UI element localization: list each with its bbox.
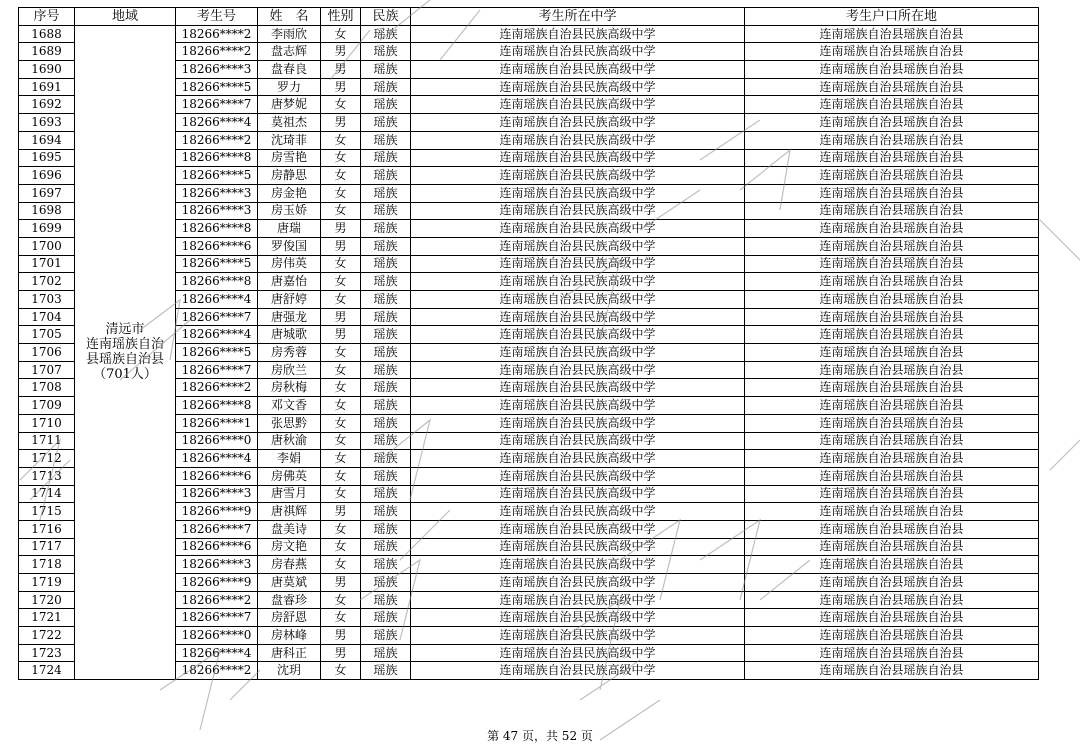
residence-cell: 连南瑶族自治县瑶族自治县 bbox=[745, 432, 1039, 450]
school-cell: 连南瑶族自治县民族高级中学 bbox=[411, 450, 745, 468]
gender-cell: 女 bbox=[321, 131, 361, 149]
exam-number-cell: 18266****4 bbox=[176, 114, 258, 132]
exam-number-cell: 18266****8 bbox=[176, 397, 258, 415]
exam-number-cell: 18266****3 bbox=[176, 556, 258, 574]
exam-number-cell: 18266****5 bbox=[176, 167, 258, 185]
school-cell: 连南瑶族自治县民族高级中学 bbox=[411, 149, 745, 167]
table-row bbox=[19, 25, 1039, 43]
school-cell: 连南瑶族自治县民族高级中学 bbox=[411, 220, 745, 238]
header-region: 地域 bbox=[75, 8, 176, 26]
name-cell: 唐秋渝 bbox=[258, 432, 321, 450]
name-cell: 李雨欣 bbox=[258, 25, 321, 43]
seq-cell: 1698 bbox=[19, 202, 75, 220]
gender-cell: 男 bbox=[321, 43, 361, 61]
exam-number-cell: 18266****2 bbox=[176, 43, 258, 61]
ethnicity-cell: 瑶族 bbox=[361, 361, 411, 379]
ethnicity-cell: 瑶族 bbox=[361, 273, 411, 291]
ethnicity-cell: 瑶族 bbox=[361, 379, 411, 397]
residence-cell: 连南瑶族自治县瑶族自治县 bbox=[745, 114, 1039, 132]
ethnicity-cell: 瑶族 bbox=[361, 609, 411, 627]
residence-cell: 连南瑶族自治县瑶族自治县 bbox=[745, 25, 1039, 43]
seq-cell: 1709 bbox=[19, 397, 75, 415]
exam-number-cell: 18266****7 bbox=[176, 96, 258, 114]
ethnicity-cell: 瑶族 bbox=[361, 202, 411, 220]
ethnicity-cell: 瑶族 bbox=[361, 627, 411, 645]
residence-cell: 连南瑶族自治县瑶族自治县 bbox=[745, 167, 1039, 185]
school-cell: 连南瑶族自治县民族高级中学 bbox=[411, 43, 745, 61]
residence-cell: 连南瑶族自治县瑶族自治县 bbox=[745, 574, 1039, 592]
residence-cell: 连南瑶族自治县瑶族自治县 bbox=[745, 308, 1039, 326]
seq-cell: 1696 bbox=[19, 167, 75, 185]
exam-number-cell: 18266****8 bbox=[176, 220, 258, 238]
exam-number-cell: 18266****9 bbox=[176, 574, 258, 592]
school-cell: 连南瑶族自治县民族高级中学 bbox=[411, 503, 745, 521]
name-cell: 房静思 bbox=[258, 167, 321, 185]
seq-cell: 1691 bbox=[19, 78, 75, 96]
school-cell: 连南瑶族自治县民族高级中学 bbox=[411, 662, 745, 680]
exam-number-cell: 18266****6 bbox=[176, 237, 258, 255]
gender-cell: 女 bbox=[321, 25, 361, 43]
seq-cell: 1692 bbox=[19, 96, 75, 114]
ethnicity-cell: 瑶族 bbox=[361, 78, 411, 96]
gender-cell: 女 bbox=[321, 149, 361, 167]
seq-cell: 1695 bbox=[19, 149, 75, 167]
ethnicity-cell: 瑶族 bbox=[361, 556, 411, 574]
seq-cell: 1699 bbox=[19, 220, 75, 238]
gender-cell: 女 bbox=[321, 556, 361, 574]
seq-cell: 1694 bbox=[19, 131, 75, 149]
name-cell: 唐舒婷 bbox=[258, 291, 321, 309]
name-cell: 盘美诗 bbox=[258, 520, 321, 538]
gender-cell: 男 bbox=[321, 78, 361, 96]
school-cell: 连南瑶族自治县民族高级中学 bbox=[411, 273, 745, 291]
residence-cell: 连南瑶族自治县瑶族自治县 bbox=[745, 326, 1039, 344]
school-cell: 连南瑶族自治县民族高级中学 bbox=[411, 467, 745, 485]
gender-cell: 女 bbox=[321, 662, 361, 680]
school-cell: 连南瑶族自治县民族高级中学 bbox=[411, 591, 745, 609]
residence-cell: 连南瑶族自治县瑶族自治县 bbox=[745, 467, 1039, 485]
seq-cell: 1715 bbox=[19, 503, 75, 521]
name-cell: 张思黔 bbox=[258, 414, 321, 432]
gender-cell: 男 bbox=[321, 503, 361, 521]
exam-number-cell: 18266****7 bbox=[176, 609, 258, 627]
gender-cell: 女 bbox=[321, 397, 361, 415]
name-cell: 盘睿珍 bbox=[258, 591, 321, 609]
exam-number-cell: 18266****4 bbox=[176, 291, 258, 309]
exam-number-cell: 18266****5 bbox=[176, 344, 258, 362]
school-cell: 连南瑶族自治县民族高级中学 bbox=[411, 291, 745, 309]
ethnicity-cell: 瑶族 bbox=[361, 591, 411, 609]
residence-cell: 连南瑶族自治县瑶族自治县 bbox=[745, 609, 1039, 627]
gender-cell: 女 bbox=[321, 273, 361, 291]
name-cell: 沈玥 bbox=[258, 662, 321, 680]
name-cell: 房春燕 bbox=[258, 556, 321, 574]
exam-number-cell: 18266****4 bbox=[176, 326, 258, 344]
ethnicity-cell: 瑶族 bbox=[361, 344, 411, 362]
table-body bbox=[19, 25, 1039, 679]
name-cell: 唐雪月 bbox=[258, 485, 321, 503]
exam-number-cell: 18266****7 bbox=[176, 520, 258, 538]
residence-cell: 连南瑶族自治县瑶族自治县 bbox=[745, 344, 1039, 362]
seq-cell: 1700 bbox=[19, 237, 75, 255]
name-cell: 盘春良 bbox=[258, 61, 321, 79]
ethnicity-cell: 瑶族 bbox=[361, 574, 411, 592]
name-cell: 房秀蓉 bbox=[258, 344, 321, 362]
name-cell: 唐祺辉 bbox=[258, 503, 321, 521]
ethnicity-cell: 瑶族 bbox=[361, 520, 411, 538]
exam-number-cell: 18266****4 bbox=[176, 450, 258, 468]
exam-number-cell: 18266****0 bbox=[176, 432, 258, 450]
residence-cell: 连南瑶族自治县瑶族自治县 bbox=[745, 414, 1039, 432]
seq-cell: 1702 bbox=[19, 273, 75, 291]
school-cell: 连南瑶族自治县民族高级中学 bbox=[411, 25, 745, 43]
seq-cell: 1724 bbox=[19, 662, 75, 680]
ethnicity-cell: 瑶族 bbox=[361, 61, 411, 79]
gender-cell: 男 bbox=[321, 308, 361, 326]
residence-cell: 连南瑶族自治县瑶族自治县 bbox=[745, 184, 1039, 202]
school-cell: 连南瑶族自治县民族高级中学 bbox=[411, 432, 745, 450]
seq-cell: 1717 bbox=[19, 538, 75, 556]
ethnicity-cell: 瑶族 bbox=[361, 167, 411, 185]
school-cell: 连南瑶族自治县民族高级中学 bbox=[411, 361, 745, 379]
school-cell: 连南瑶族自治县民族高级中学 bbox=[411, 485, 745, 503]
seq-cell: 1705 bbox=[19, 326, 75, 344]
header-seq: 序号 bbox=[19, 8, 75, 26]
residence-cell: 连南瑶族自治县瑶族自治县 bbox=[745, 61, 1039, 79]
gender-cell: 女 bbox=[321, 184, 361, 202]
exam-number-cell: 18266****5 bbox=[176, 255, 258, 273]
name-cell: 房伟英 bbox=[258, 255, 321, 273]
residence-cell: 连南瑶族自治县瑶族自治县 bbox=[745, 273, 1039, 291]
seq-cell: 1704 bbox=[19, 308, 75, 326]
seq-cell: 1701 bbox=[19, 255, 75, 273]
seq-cell: 1718 bbox=[19, 556, 75, 574]
gender-cell: 女 bbox=[321, 344, 361, 362]
residence-cell: 连南瑶族自治县瑶族自治县 bbox=[745, 538, 1039, 556]
ethnicity-cell: 瑶族 bbox=[361, 485, 411, 503]
name-cell: 房舒恩 bbox=[258, 609, 321, 627]
region-line: 清远市 bbox=[105, 322, 145, 338]
school-cell: 连南瑶族自治县民族高级中学 bbox=[411, 644, 745, 662]
school-cell: 连南瑶族自治县民族高级中学 bbox=[411, 114, 745, 132]
gender-cell: 男 bbox=[321, 627, 361, 645]
name-cell: 房文艳 bbox=[258, 538, 321, 556]
school-cell: 连南瑶族自治县民族高级中学 bbox=[411, 167, 745, 185]
gender-cell: 女 bbox=[321, 609, 361, 627]
gender-cell: 男 bbox=[321, 644, 361, 662]
residence-cell: 连南瑶族自治县瑶族自治县 bbox=[745, 220, 1039, 238]
school-cell: 连南瑶族自治县民族高级中学 bbox=[411, 96, 745, 114]
gender-cell: 女 bbox=[321, 379, 361, 397]
school-cell: 连南瑶族自治县民族高级中学 bbox=[411, 520, 745, 538]
name-cell: 唐城歌 bbox=[258, 326, 321, 344]
name-cell: 房欣兰 bbox=[258, 361, 321, 379]
name-cell: 沈琦菲 bbox=[258, 131, 321, 149]
gender-cell: 女 bbox=[321, 361, 361, 379]
residence-cell: 连南瑶族自治县瑶族自治县 bbox=[745, 627, 1039, 645]
seq-cell: 1688 bbox=[19, 25, 75, 43]
residence-cell: 连南瑶族自治县瑶族自治县 bbox=[745, 131, 1039, 149]
gender-cell: 男 bbox=[321, 574, 361, 592]
gender-cell: 女 bbox=[321, 202, 361, 220]
region-line: （701人） bbox=[93, 367, 157, 383]
ethnicity-cell: 瑶族 bbox=[361, 503, 411, 521]
exam-number-cell: 18266****5 bbox=[176, 78, 258, 96]
gender-cell: 女 bbox=[321, 255, 361, 273]
name-cell: 李娟 bbox=[258, 450, 321, 468]
name-cell: 唐强龙 bbox=[258, 308, 321, 326]
student-roster-table bbox=[18, 7, 1039, 680]
school-cell: 连南瑶族自治县民族高级中学 bbox=[411, 379, 745, 397]
name-cell: 唐梦妮 bbox=[258, 96, 321, 114]
residence-cell: 连南瑶族自治县瑶族自治县 bbox=[745, 520, 1039, 538]
region-line: 县瑶族自治县 bbox=[85, 352, 164, 368]
seq-cell: 1697 bbox=[19, 184, 75, 202]
school-cell: 连南瑶族自治县民族高级中学 bbox=[411, 131, 745, 149]
seq-cell: 1720 bbox=[19, 591, 75, 609]
ethnicity-cell: 瑶族 bbox=[361, 96, 411, 114]
seq-cell: 1689 bbox=[19, 43, 75, 61]
school-cell: 连南瑶族自治县民族高级中学 bbox=[411, 78, 745, 96]
name-cell: 房林峰 bbox=[258, 627, 321, 645]
name-cell: 唐嘉怡 bbox=[258, 273, 321, 291]
seq-cell: 1712 bbox=[19, 450, 75, 468]
seq-cell: 1719 bbox=[19, 574, 75, 592]
school-cell: 连南瑶族自治县民族高级中学 bbox=[411, 255, 745, 273]
gender-cell: 女 bbox=[321, 591, 361, 609]
seq-cell: 1707 bbox=[19, 361, 75, 379]
seq-cell: 1703 bbox=[19, 291, 75, 309]
seq-cell: 1690 bbox=[19, 61, 75, 79]
exam-number-cell: 18266****3 bbox=[176, 61, 258, 79]
ethnicity-cell: 瑶族 bbox=[361, 255, 411, 273]
gender-cell: 男 bbox=[321, 326, 361, 344]
ethnicity-cell: 瑶族 bbox=[361, 538, 411, 556]
seq-cell: 1721 bbox=[19, 609, 75, 627]
gender-cell: 女 bbox=[321, 520, 361, 538]
exam-number-cell: 18266****4 bbox=[176, 644, 258, 662]
header-gender: 性别 bbox=[321, 8, 361, 26]
seq-cell: 1710 bbox=[19, 414, 75, 432]
name-cell: 唐科正 bbox=[258, 644, 321, 662]
ethnicity-cell: 瑶族 bbox=[361, 43, 411, 61]
page-footer: 第 47 页，共 52 页 bbox=[487, 729, 593, 743]
school-cell: 连南瑶族自治县民族高级中学 bbox=[411, 202, 745, 220]
header-name: 姓 名 bbox=[258, 8, 321, 26]
exam-number-cell: 18266****7 bbox=[176, 308, 258, 326]
school-cell: 连南瑶族自治县民族高级中学 bbox=[411, 184, 745, 202]
ethnicity-cell: 瑶族 bbox=[361, 291, 411, 309]
exam-number-cell: 18266****6 bbox=[176, 538, 258, 556]
gender-cell: 女 bbox=[321, 432, 361, 450]
residence-cell: 连南瑶族自治县瑶族自治县 bbox=[745, 450, 1039, 468]
residence-cell: 连南瑶族自治县瑶族自治县 bbox=[745, 361, 1039, 379]
gender-cell: 女 bbox=[321, 414, 361, 432]
residence-cell: 连南瑶族自治县瑶族自治县 bbox=[745, 503, 1039, 521]
name-cell: 邓文香 bbox=[258, 397, 321, 415]
residence-cell: 连南瑶族自治县瑶族自治县 bbox=[745, 237, 1039, 255]
residence-cell: 连南瑶族自治县瑶族自治县 bbox=[745, 379, 1039, 397]
gender-cell: 女 bbox=[321, 485, 361, 503]
gender-cell: 女 bbox=[321, 167, 361, 185]
gender-cell: 男 bbox=[321, 220, 361, 238]
table-header-row bbox=[19, 8, 1039, 26]
exam-number-cell: 18266****7 bbox=[176, 361, 258, 379]
name-cell: 莫祖杰 bbox=[258, 114, 321, 132]
school-cell: 连南瑶族自治县民族高级中学 bbox=[411, 609, 745, 627]
header-ethnicity: 民族 bbox=[361, 8, 411, 26]
exam-number-cell: 18266****2 bbox=[176, 131, 258, 149]
seq-cell: 1714 bbox=[19, 485, 75, 503]
exam-number-cell: 18266****2 bbox=[176, 25, 258, 43]
name-cell: 房佛英 bbox=[258, 467, 321, 485]
school-cell: 连南瑶族自治县民族高级中学 bbox=[411, 627, 745, 645]
school-cell: 连南瑶族自治县民族高级中学 bbox=[411, 237, 745, 255]
residence-cell: 连南瑶族自治县瑶族自治县 bbox=[745, 255, 1039, 273]
school-cell: 连南瑶族自治县民族高级中学 bbox=[411, 538, 745, 556]
school-cell: 连南瑶族自治县民族高级中学 bbox=[411, 308, 745, 326]
residence-cell: 连南瑶族自治县瑶族自治县 bbox=[745, 78, 1039, 96]
ethnicity-cell: 瑶族 bbox=[361, 149, 411, 167]
ethnicity-cell: 瑶族 bbox=[361, 308, 411, 326]
gender-cell: 男 bbox=[321, 61, 361, 79]
residence-cell: 连南瑶族自治县瑶族自治县 bbox=[745, 43, 1039, 61]
residence-cell: 连南瑶族自治县瑶族自治县 bbox=[745, 96, 1039, 114]
gender-cell: 女 bbox=[321, 467, 361, 485]
exam-number-cell: 18266****2 bbox=[176, 662, 258, 680]
name-cell: 唐瑞 bbox=[258, 220, 321, 238]
gender-cell: 女 bbox=[321, 450, 361, 468]
region-cell bbox=[75, 25, 176, 679]
exam-number-cell: 18266****8 bbox=[176, 149, 258, 167]
exam-number-cell: 18266****3 bbox=[176, 485, 258, 503]
gender-cell: 女 bbox=[321, 291, 361, 309]
gender-cell: 女 bbox=[321, 96, 361, 114]
exam-number-cell: 18266****2 bbox=[176, 591, 258, 609]
seq-cell: 1711 bbox=[19, 432, 75, 450]
header-residence: 考生户口所在地 bbox=[745, 8, 1039, 26]
ethnicity-cell: 瑶族 bbox=[361, 114, 411, 132]
ethnicity-cell: 瑶族 bbox=[361, 237, 411, 255]
residence-cell: 连南瑶族自治县瑶族自治县 bbox=[745, 644, 1039, 662]
ethnicity-cell: 瑶族 bbox=[361, 414, 411, 432]
exam-number-cell: 18266****2 bbox=[176, 379, 258, 397]
name-cell: 唐莫斌 bbox=[258, 574, 321, 592]
ethnicity-cell: 瑶族 bbox=[361, 326, 411, 344]
seq-cell: 1716 bbox=[19, 520, 75, 538]
ethnicity-cell: 瑶族 bbox=[361, 131, 411, 149]
header-exam-number: 考生号 bbox=[176, 8, 258, 26]
name-cell: 房雪艳 bbox=[258, 149, 321, 167]
exam-number-cell: 18266****3 bbox=[176, 184, 258, 202]
seq-cell: 1722 bbox=[19, 627, 75, 645]
residence-cell: 连南瑶族自治县瑶族自治县 bbox=[745, 556, 1039, 574]
residence-cell: 连南瑶族自治县瑶族自治县 bbox=[745, 291, 1039, 309]
ethnicity-cell: 瑶族 bbox=[361, 662, 411, 680]
gender-cell: 男 bbox=[321, 237, 361, 255]
ethnicity-cell: 瑶族 bbox=[361, 25, 411, 43]
exam-number-cell: 18266****1 bbox=[176, 414, 258, 432]
school-cell: 连南瑶族自治县民族高级中学 bbox=[411, 397, 745, 415]
name-cell: 房玉娇 bbox=[258, 202, 321, 220]
ethnicity-cell: 瑶族 bbox=[361, 184, 411, 202]
name-cell: 盘志辉 bbox=[258, 43, 321, 61]
header-school: 考生所在中学 bbox=[411, 8, 745, 26]
exam-number-cell: 18266****9 bbox=[176, 503, 258, 521]
residence-cell: 连南瑶族自治县瑶族自治县 bbox=[745, 397, 1039, 415]
exam-number-cell: 18266****6 bbox=[176, 467, 258, 485]
school-cell: 连南瑶族自治县民族高级中学 bbox=[411, 574, 745, 592]
gender-cell: 男 bbox=[321, 114, 361, 132]
ethnicity-cell: 瑶族 bbox=[361, 432, 411, 450]
ethnicity-cell: 瑶族 bbox=[361, 467, 411, 485]
ethnicity-cell: 瑶族 bbox=[361, 450, 411, 468]
residence-cell: 连南瑶族自治县瑶族自治县 bbox=[745, 662, 1039, 680]
seq-cell: 1708 bbox=[19, 379, 75, 397]
exam-number-cell: 18266****8 bbox=[176, 273, 258, 291]
residence-cell: 连南瑶族自治县瑶族自治县 bbox=[745, 149, 1039, 167]
seq-cell: 1693 bbox=[19, 114, 75, 132]
name-cell: 房秋梅 bbox=[258, 379, 321, 397]
residence-cell: 连南瑶族自治县瑶族自治县 bbox=[745, 485, 1039, 503]
exam-number-cell: 18266****0 bbox=[176, 627, 258, 645]
seq-cell: 1723 bbox=[19, 644, 75, 662]
school-cell: 连南瑶族自治县民族高级中学 bbox=[411, 326, 745, 344]
school-cell: 连南瑶族自治县民族高级中学 bbox=[411, 61, 745, 79]
ethnicity-cell: 瑶族 bbox=[361, 397, 411, 415]
name-cell: 罗力 bbox=[258, 78, 321, 96]
school-cell: 连南瑶族自治县民族高级中学 bbox=[411, 414, 745, 432]
ethnicity-cell: 瑶族 bbox=[361, 644, 411, 662]
gender-cell: 女 bbox=[321, 538, 361, 556]
residence-cell: 连南瑶族自治县瑶族自治县 bbox=[745, 202, 1039, 220]
exam-number-cell: 18266****3 bbox=[176, 202, 258, 220]
seq-cell: 1713 bbox=[19, 467, 75, 485]
region-line: 连南瑶族自治 bbox=[85, 337, 164, 353]
school-cell: 连南瑶族自治县民族高级中学 bbox=[411, 556, 745, 574]
ethnicity-cell: 瑶族 bbox=[361, 220, 411, 238]
school-cell: 连南瑶族自治县民族高级中学 bbox=[411, 344, 745, 362]
name-cell: 房金艳 bbox=[258, 184, 321, 202]
residence-cell: 连南瑶族自治县瑶族自治县 bbox=[745, 591, 1039, 609]
seq-cell: 1706 bbox=[19, 344, 75, 362]
name-cell: 罗俊国 bbox=[258, 237, 321, 255]
